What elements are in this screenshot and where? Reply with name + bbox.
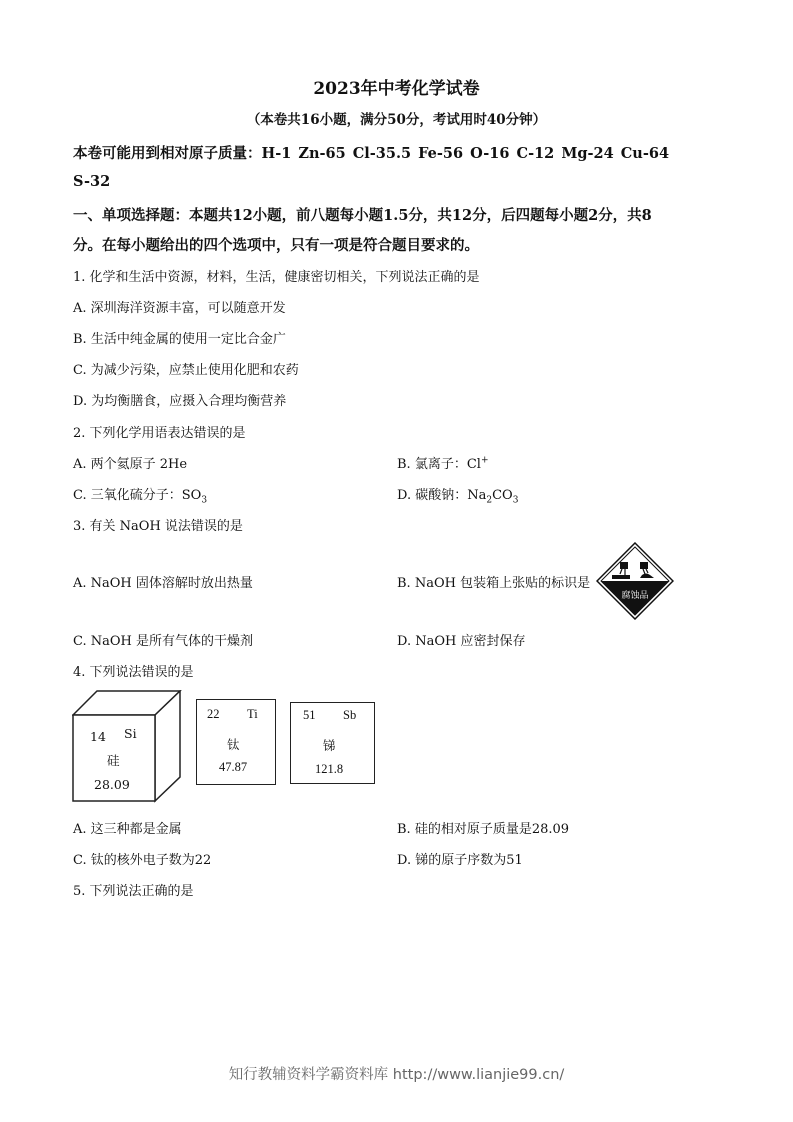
q1-option-b: B. 生活中纯金属的使用一定比合金广 (73, 332, 286, 347)
q1-stem: 1. 化学和生活中资源，材料，生活，健康密切相关，下列说法正确的是 (73, 270, 480, 285)
si-atomic-number: 14 (90, 729, 106, 744)
q2-option-a: A. 两个氦原子 2He (73, 457, 188, 472)
ti-atomic-mass: 47.87 (219, 760, 248, 774)
q1-option-d: D. 为均衡膳食，应摄入合理均衡营养 (73, 394, 287, 409)
page-title: 2023年中考化学试卷 (313, 79, 480, 99)
ti-symbol: Ti (247, 707, 258, 721)
q1-option-a: A. 深圳海洋资源丰富，可以随意开发 (73, 301, 286, 316)
si-symbol: Si (124, 726, 137, 741)
element-card-si (72, 690, 182, 805)
footer-watermark: 知行教辅资料学霸资料库 http://www.lianjie99.cn/ (228, 1067, 565, 1083)
q3-stem: 3. 有关 NaOH 说法错误的是 (73, 519, 243, 534)
sb-symbol: Sb (343, 708, 357, 722)
q2-b-charge: + (480, 455, 489, 466)
q2-c-sub: 3 (201, 495, 208, 506)
section1-line1: 一、单项选择题：本题共12小题，前八题每小题1.5分，共12分，后四题每小题2分，共8 (73, 207, 652, 224)
corrosive-label-text: 腐蚀品 (621, 591, 649, 601)
q3-option-b: B. NaOH 包装箱上张贴的标识是 (397, 576, 591, 591)
ti-atomic-number: 22 (207, 707, 220, 721)
q3-option-a: A. NaOH 固体溶解时放出热量 (73, 576, 253, 591)
si-atomic-mass: 28.09 (94, 777, 130, 792)
q2-option-b (397, 453, 488, 472)
q2-d-mid: CO (492, 488, 513, 503)
atomic-masses-line2: S-32 (73, 173, 111, 190)
q4-option-d: D. 锑的原子序数为51 (397, 853, 523, 868)
element-card-ti (196, 699, 276, 785)
q1-option-c: C. 为减少污染，应禁止使用化肥和农药 (73, 363, 299, 378)
atomic-masses-line1: 本卷可能用到相对原子质量：H-1 Zn-65 Cl-35.5 Fe-56 O-16 C-12 Mg-24 Cu-64 (73, 145, 670, 162)
q2-b-text: B. 氯离子：Cl (397, 457, 481, 472)
q3-option-d: D. NaOH 应密封保存 (397, 634, 526, 649)
q2-stem: 2. 下列化学用语表达错误的是 (73, 426, 246, 441)
element-card-sb (290, 702, 375, 784)
sb-atomic-number: 51 (303, 708, 316, 722)
q4-option-a: A. 这三种都是金属 (73, 822, 182, 837)
q4-option-c: C. 钛的核外电子数为22 (73, 853, 212, 868)
q5-stem: 5. 下列说法正确的是 (73, 884, 194, 899)
q2-option-c (73, 484, 207, 506)
corrosive-hazard-icon (596, 542, 674, 620)
si-name: 硅 (107, 753, 120, 768)
sb-name: 锑 (323, 739, 336, 753)
section1-line2: 分。在每小题给出的四个选项中，只有一项是符合题目要求的。 (73, 237, 479, 254)
q2-d-sub2: 3 (512, 495, 519, 506)
q4-stem: 4. 下列说法错误的是 (73, 665, 194, 680)
q2-d-sub1: 2 (486, 495, 493, 506)
q2-option-d (397, 484, 518, 506)
q4-option-b: B. 硅的相对原子质量是28.09 (397, 822, 570, 837)
q3-option-c: C. NaOH 是所有气体的干燥剂 (73, 634, 254, 649)
sb-atomic-mass: 121.8 (315, 762, 344, 776)
q2-c-text: C. 三氧化硫分子：SO (73, 488, 202, 503)
q2-d-text: D. 碳酸钠：Na (397, 488, 487, 503)
exam-subtitle: （本卷共16小题，满分50分，考试用时40分钟） (246, 112, 547, 128)
ti-name: 钛 (227, 738, 240, 752)
